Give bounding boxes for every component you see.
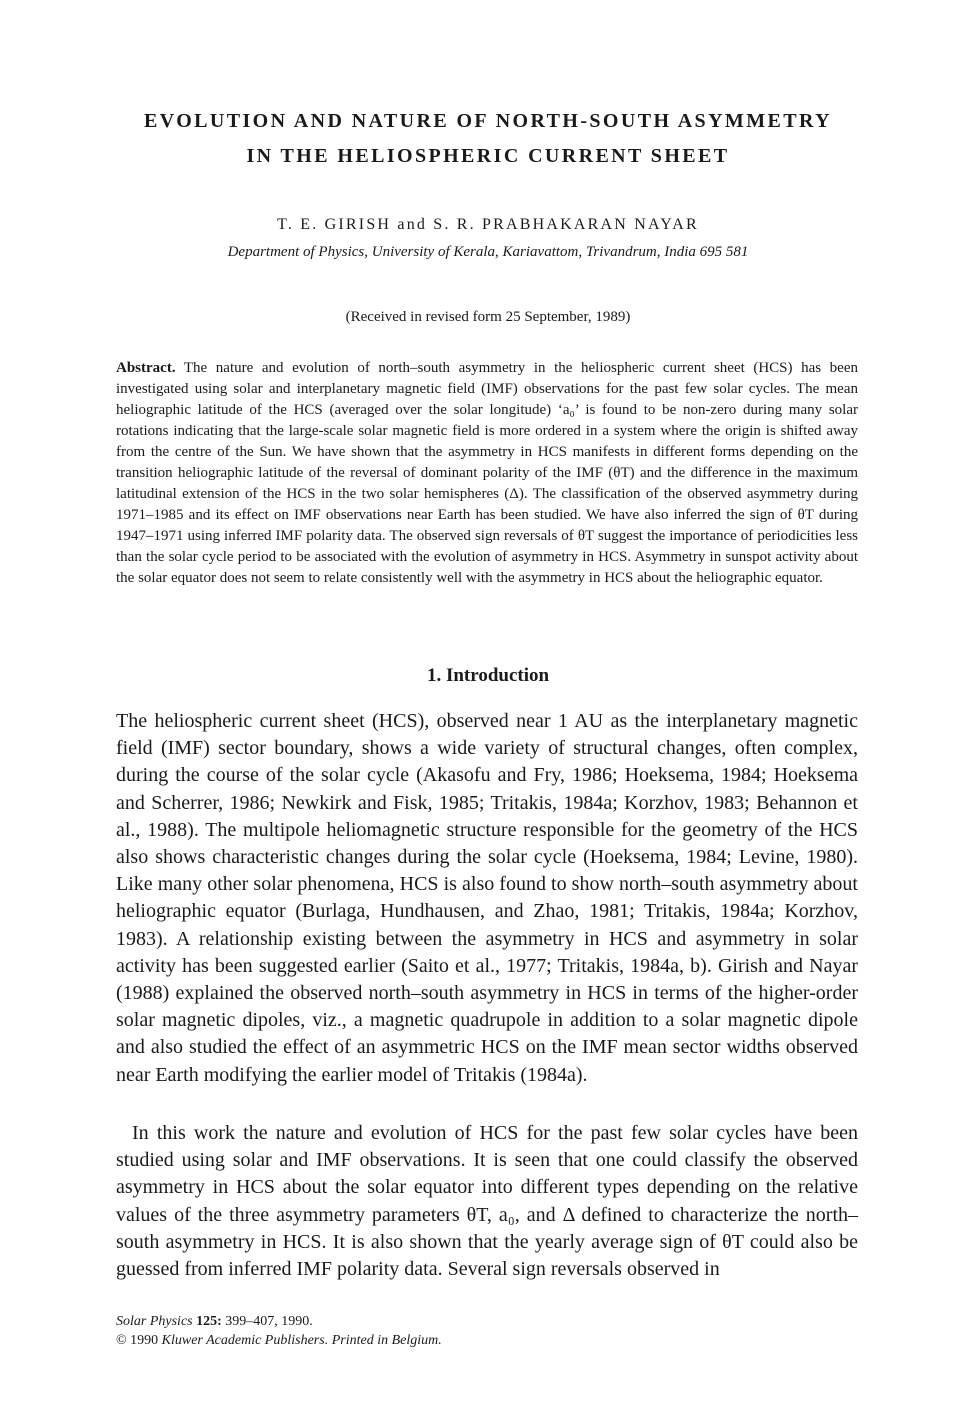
received-date: (Received in revised form 25 September, 1989) xyxy=(345,309,631,325)
publisher: Kluwer Academic Publishers. Printed in Belgium. xyxy=(161,1333,442,1348)
authors: T. E. GIRISH and S. R. PRABHAKARAN NAYAR xyxy=(277,216,699,233)
section-heading-introduction: 1. Introduction xyxy=(426,665,550,686)
body-paragraph-1: The heliospheric current sheet (HCS), observed near 1 AU as the interplanetary magnetic field (IMF) sector boundary, shows a wide variety of structural changes, often complex, during the course of the solar cycle (Akasofu and Fry, 1986; Hoeksema, 1984; Hoeksema and Scherrer, 1986; Newkirk and Fisk, 1985; Tritakis, 1984a; Korzhov, 1983; Behannon et al., 1988). The multipole heliomagnetic structure responsible for the geometry of the HCS also shows characteristic changes during the solar cycle (Hoeksema, 1984; Levine, 1980). Like many other solar phenomena, HCS is also found to show north–south asymmetry about heliographic equator (Burlaga, Hundhausen, and Zhao, 1981; Tritakis, 1984a; Korzhov, 1983). A relationship existing between the asymmetry in HCS and asymmetry in solar activity has been suggested earlier (Saito et al., 1977; Tritakis, 1984a, b). Girish and Nayar (1988) explained the observed north–south asymmetry in HCS in terms of the higher-order solar magnetic dipoles, viz., a magnetic quadrupole in addition to a solar magnetic dipole and also studied the effect of an asymmetric HCS on the IMF mean sector widths observed near Earth modifying the earlier model of Tritakis (1984a). xyxy=(116,710,858,1086)
footer-citation xyxy=(116,1312,442,1350)
abstract xyxy=(116,358,858,589)
journal-pages: 399–407, 1990. xyxy=(225,1314,313,1329)
journal-citation xyxy=(116,1312,442,1331)
copyright-year: © 1990 xyxy=(116,1333,159,1348)
paper-title-line-1: EVOLUTION AND NATURE OF NORTH-SOUTH ASYMMETRY xyxy=(144,110,832,132)
journal-volume: 125: xyxy=(196,1314,222,1329)
abstract-label: Abstract. xyxy=(116,360,176,376)
journal-name: Solar Physics xyxy=(116,1314,193,1329)
abstract-text: The nature and evolution of north–south asymmetry in the heliospheric current sheet (HCS) has been investigated using solar and interplanetary magnetic field (IMF) observations for the past few solar cycles. The mean heliographic latitude of the HCS (averaged over the solar longitude) ‘a₀’ is found to be non-zero during many solar rotations indicating that the large-scale solar magnetic field is more ordered in a system where the origin is shifted away from the centre of the Sun. We have shown that the asymmetry in HCS manifests in different forms depending on the transition heliographic latitude of the reversal of dominant polarity of the IMF (θT) and the difference in the maximum latitudinal extension of the HCS in the two solar hemispheres (Δ). The classification of the observed asymmetry during 1971–1985 and its effect on IMF observations near Earth has been studied. We have also inferred the sign of θT during 1947–1971 using inferred IMF polarity data. The observed sign reversals of θT suggest the importance of periodicities less than the solar cycle period to be associated with the evolution of asymmetry in HCS. Asymmetry in sunspot activity about the solar equator does not seem to relate consistently well with the asymmetry in HCS about the heliographic equator. xyxy=(116,360,858,586)
affiliation: Department of Physics, University of Kerala, Kariavattom, Trivandrum, India 695 581 xyxy=(227,244,749,260)
copyright-line xyxy=(116,1331,442,1350)
body-paragraph-2: In this work the nature and evolution of HCS for the past few solar cycles have been studied using solar and IMF observations. It is seen that one could classify the observed asymmetry in HCS about the solar equator into different types depending on the relative values of the three asymmetry parameters θT, a₀, and Δ defined to characterize the north–south asymmetry in HCS. It is also shown that the yearly average sign of θT could also be guessed from inferred IMF polarity data. Several sign reversals observed in xyxy=(116,1122,858,1281)
paper-title-line-2: IN THE HELIOSPHERIC CURRENT SHEET xyxy=(246,145,730,167)
